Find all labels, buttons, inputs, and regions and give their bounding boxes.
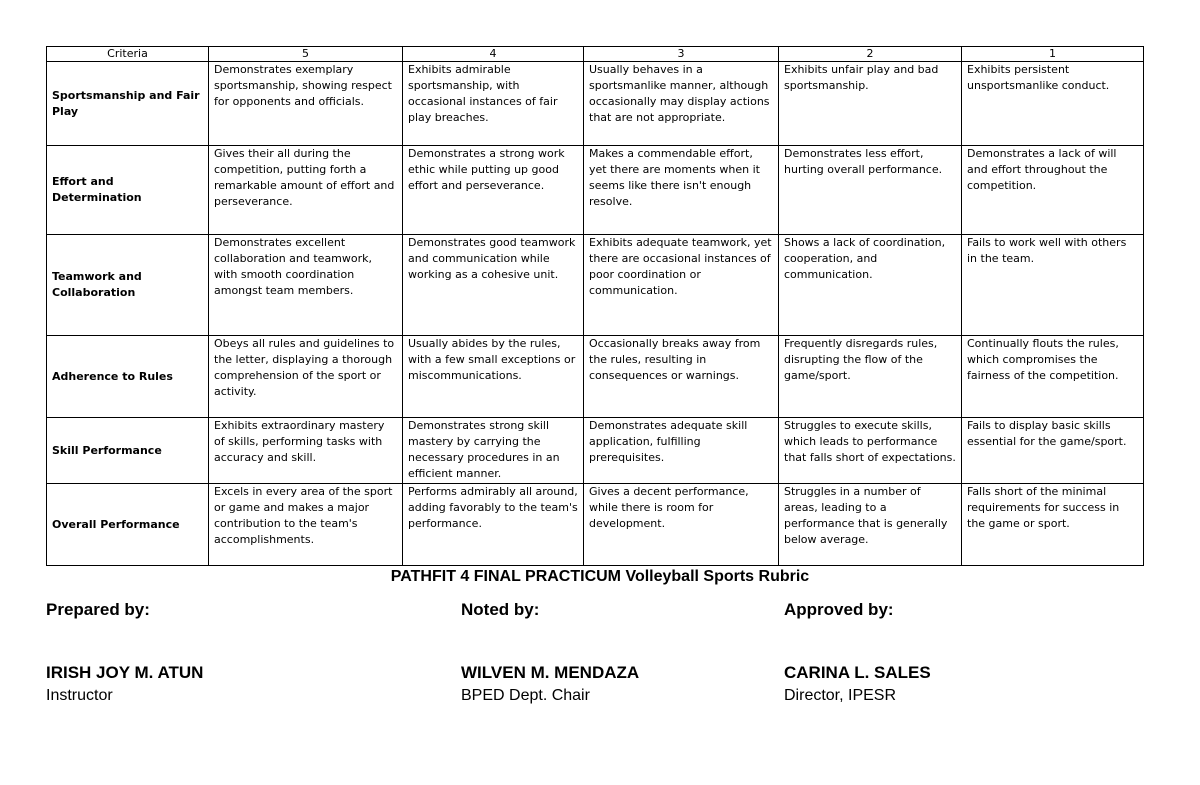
table-cell: Demonstrates adequate skill application, fulfilling prerequisites. — [584, 418, 779, 484]
table-cell: Occasionally breaks away from the rules, resulting in consequences or warnings. — [584, 336, 779, 418]
table-cell: Usually behaves in a sportsmanlike manner, although occasionally may display actions that are not appropriate. — [584, 62, 779, 146]
table-row — [47, 62, 1144, 146]
table-cell: Gives their all during the competition, putting forth a remarkable amount of effort and perseverance. — [209, 146, 403, 235]
criteria-cell: Overall Performance — [47, 484, 209, 566]
table-cell: Falls short of the minimal requirements for success in the game or sport. — [962, 484, 1144, 566]
table-row — [47, 336, 1144, 418]
table-cell: Demonstrates excellent collaboration and teamwork, with smooth coordination amongst team members. — [209, 235, 403, 336]
header-score-1: 1 — [962, 47, 1144, 62]
table-cell: Gives a decent performance, while there is room for development. — [584, 484, 779, 566]
table-cell: Exhibits persistent unsportsmanlike conduct. — [962, 62, 1144, 146]
document-title: PATHFIT 4 FINAL PRACTICUM Volleyball Sports Rubric — [390, 568, 810, 585]
header-score-4: 4 — [403, 47, 584, 62]
signatory-label: Approved by: — [784, 600, 894, 619]
table-cell: Demonstrates good teamwork and communication while working as a cohesive unit. — [403, 235, 584, 336]
table-cell: Demonstrates strong skill mastery by carrying the necessary procedures in an efficient manner. — [403, 418, 584, 484]
table-cell: Struggles in a number of areas, leading to a performance that is generally below average. — [779, 484, 962, 566]
table-cell: Demonstrates a lack of will and effort throughout the competition. — [962, 146, 1144, 235]
table-row — [47, 484, 1144, 566]
table-cell: Exhibits adequate teamwork, yet there are occasional instances of poor coordination or communication. — [584, 235, 779, 336]
table-row — [47, 418, 1144, 484]
rubric-table — [46, 46, 1144, 566]
table-cell: Shows a lack of coordination, cooperation, and communication. — [779, 235, 962, 336]
table-cell: Continually flouts the rules, which compromises the fairness of the competition. — [962, 336, 1144, 418]
signatory-role: Director, IPESR — [784, 687, 897, 704]
table-cell: Exhibits unfair play and bad sportsmanship. — [779, 62, 962, 146]
criteria-cell: Teamwork and Collaboration — [47, 235, 209, 336]
table-cell: Exhibits extraordinary mastery of skills, performing tasks with accuracy and skill. — [209, 418, 403, 484]
table-cell: Exhibits admirable sportsmanship, with occasional instances of fair play breaches. — [403, 62, 584, 146]
table-cell: Demonstrates a strong work ethic while putting up good effort and perseverance. — [403, 146, 584, 235]
criteria-cell: Effort and Determination — [47, 146, 209, 235]
signatory-label: Noted by: — [461, 600, 540, 619]
table-cell: Struggles to execute skills, which leads to performance that falls short of expectations. — [779, 418, 962, 484]
signatory-role: BPED Dept. Chair — [461, 687, 590, 704]
table-row — [47, 235, 1144, 336]
table-row — [47, 146, 1144, 235]
criteria-cell: Sportsmanship and Fair Play — [47, 62, 209, 146]
criteria-cell: Skill Performance — [47, 418, 209, 484]
table-cell: Fails to display basic skills essential for the game/sport. — [962, 418, 1144, 484]
table-cell: Excels in every area of the sport or game and makes a major contribution to the team's accomplishments. — [209, 484, 403, 566]
table-cell: Performs admirably all around, adding favorably to the team's performance. — [403, 484, 584, 566]
table-cell: Fails to work well with others in the team. — [962, 235, 1144, 336]
table-cell: Makes a commendable effort, yet there are moments when it seems like there isn't enough resolve. — [584, 146, 779, 235]
table-cell: Obeys all rules and guidelines to the letter, displaying a thorough comprehension of the sport or activity. — [209, 336, 403, 418]
header-criteria: Criteria — [47, 47, 209, 62]
signatory-label: Prepared by: — [46, 600, 150, 619]
header-row — [47, 47, 1144, 62]
table-cell: Demonstrates exemplary sportsmanship, showing respect for opponents and officials. — [209, 62, 403, 146]
table-cell: Frequently disregards rules, disrupting the flow of the game/sport. — [779, 336, 962, 418]
signatory-name: CARINA L. SALES — [784, 663, 931, 682]
header-score-3: 3 — [584, 47, 779, 62]
header-score-2: 2 — [779, 47, 962, 62]
signatory-name: WILVEN M. MENDAZA — [461, 663, 640, 682]
criteria-cell: Adherence to Rules — [47, 336, 209, 418]
signatory-name: IRISH JOY M. ATUN — [46, 663, 204, 682]
header-score-5: 5 — [209, 47, 403, 62]
table-cell: Demonstrates less effort, hurting overall performance. — [779, 146, 962, 235]
table-cell: Usually abides by the rules, with a few small exceptions or miscommunications. — [403, 336, 584, 418]
signatory-role: Instructor — [46, 687, 113, 704]
